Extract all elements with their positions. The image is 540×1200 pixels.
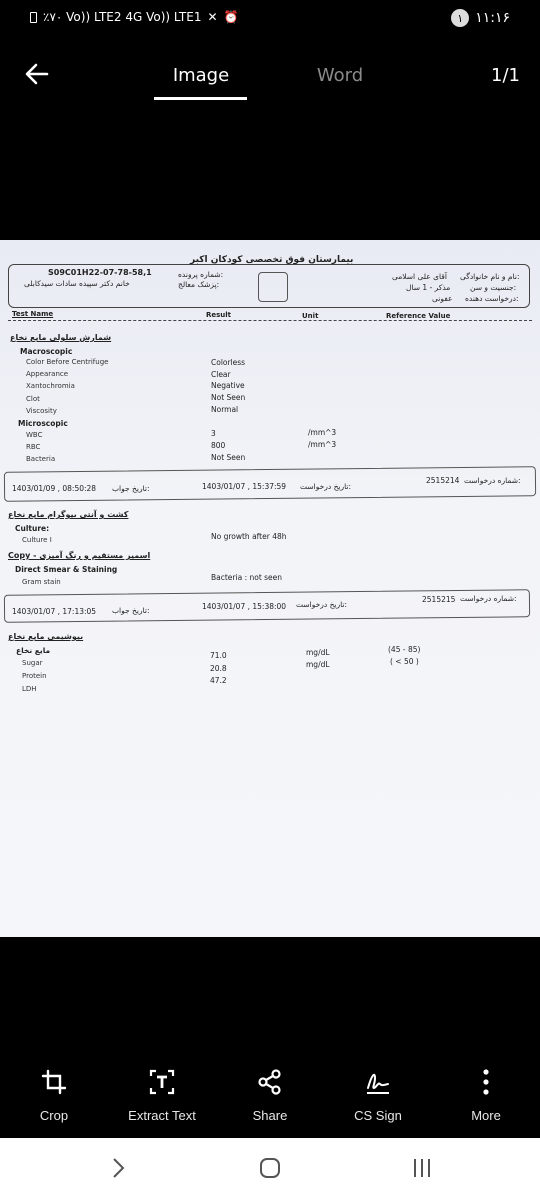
cs-sign-label: CS Sign: [354, 1108, 402, 1123]
row-result: Colorless: [211, 358, 246, 367]
row-name: Bacteria: [26, 455, 56, 463]
row-result: Negative: [211, 381, 245, 390]
row-result: Not Seen: [211, 393, 246, 402]
row-name: Sugar: [22, 659, 43, 667]
row-reference: ( < 50 ): [390, 657, 419, 666]
row-name: Xantochromia: [26, 382, 75, 390]
microscopic-heading: Microscopic: [18, 419, 68, 428]
patient-sex: مذکر - 1 سال: [406, 283, 451, 292]
section-biochemistry: بیوشیمی مایع نخاع: [8, 632, 84, 641]
request-label: تاریخ درخواست:: [296, 600, 348, 609]
request-number-label: شماره درخواست:: [460, 594, 517, 603]
home-icon: [258, 1156, 282, 1180]
answer-date: 1403/01/09 , 08:50:28: [12, 484, 97, 493]
status-right: [451, 9, 510, 27]
requester: عفونی: [432, 294, 453, 303]
back-button[interactable]: [22, 59, 52, 89]
status-bar: [0, 0, 540, 40]
row-unit: mg/dL: [306, 648, 330, 657]
arrow-left-icon: [22, 59, 52, 89]
alarm-icon: ⏰: [223, 10, 239, 24]
patient-id: S09C01H22-07-78-58,1: [48, 268, 152, 277]
csf-heading: مایع نخاع: [16, 646, 51, 655]
row-name: Color Before Centrifuge: [26, 358, 109, 366]
patient-name: آقای علی اسلامی: [392, 272, 447, 281]
request-number-label: شماره درخواست:: [464, 476, 521, 485]
col-unit: Unit: [302, 312, 319, 320]
row-result: 47.2: [210, 676, 227, 685]
row-result: Normal: [211, 405, 239, 414]
row-unit: mg/dL: [306, 660, 330, 669]
row-name: Viscosity: [26, 407, 57, 415]
share-label: Share: [252, 1108, 288, 1123]
section-cell-count: شمارش سلولی مایع نخاع: [10, 333, 112, 342]
row-result: 71.0: [210, 651, 227, 660]
section-culture: کشت و آنتی بیوگرام مایع نخاع: [8, 510, 129, 519]
section-smear: Copy - اسمیر مستقیم و رنگ آمیزی: [8, 551, 151, 560]
row-name: Protein: [22, 672, 47, 680]
doctor-name: خانم دکتر سپیده سادات سیدکابلی: [24, 279, 130, 288]
row-result: 3: [211, 429, 216, 438]
row-name: Gram stain: [22, 578, 61, 586]
share-icon: [256, 1068, 284, 1096]
answer-date: 1403/01/07 , 17:13:05: [12, 607, 97, 616]
signature-icon: [364, 1068, 392, 1096]
row-result: Clear: [211, 370, 231, 379]
row-name: WBC: [26, 431, 43, 439]
culture-heading: Culture:: [15, 524, 50, 533]
bottom-toolbar: [0, 1060, 540, 1138]
requester-label: درخواست دهنده:: [465, 294, 519, 303]
header-divider: [8, 320, 532, 321]
row-unit: /mm^3: [308, 440, 337, 449]
crop-button[interactable]: [4, 1060, 104, 1123]
more-label: More: [471, 1108, 501, 1123]
clock: ۱۱:۱۶: [475, 10, 510, 26]
file-label: شماره پرونده:: [178, 270, 224, 279]
notification-badge: ١: [451, 9, 469, 27]
macroscopic-heading: Macroscopic: [20, 347, 73, 356]
row-name: LDH: [22, 685, 37, 693]
hospital-name: بیمارستان فوق تخصصی کودکان اکبر: [190, 255, 354, 265]
battery-icon: [30, 12, 37, 23]
request-label: تاریخ درخواست:: [300, 482, 352, 491]
status-left: [30, 10, 238, 24]
row-unit: /mm^3: [308, 428, 337, 437]
system-nav-bar: [0, 1138, 540, 1200]
mute-icon: ✕: [207, 10, 218, 24]
row-name: Culture I: [22, 536, 52, 544]
row-result: No growth after 48h: [211, 532, 287, 541]
answer-label: تاریخ جواب:: [112, 606, 150, 615]
col-test-name: Test Name: [12, 310, 54, 318]
chevron-right-icon: [108, 1156, 128, 1180]
active-tab-indicator: [154, 97, 247, 100]
extract-text-button[interactable]: [112, 1060, 212, 1123]
row-result: 800: [211, 441, 226, 450]
row-result: Not Seen: [211, 453, 246, 462]
recents-icon: [410, 1156, 434, 1180]
row-result: 20.8: [210, 664, 227, 673]
col-reference: Reference Value: [386, 312, 451, 320]
smear-heading: Direct Smear & Staining: [15, 565, 118, 574]
scanned-document[interactable]: [0, 240, 540, 937]
crop-label: Crop: [39, 1108, 69, 1123]
tab-image[interactable]: Image: [172, 65, 230, 86]
more-button[interactable]: [436, 1060, 536, 1123]
row-result: Bacteria : not seen: [211, 573, 283, 582]
name-label: نام و نام خانوادگی:: [460, 272, 520, 281]
share-button[interactable]: [220, 1060, 320, 1123]
cs-sign-button[interactable]: [328, 1060, 428, 1123]
hospital-logo-icon: [258, 272, 288, 302]
doctor-label: پزشک معالج:: [178, 280, 220, 289]
nav-home-button[interactable]: [258, 1156, 282, 1184]
extract-text-icon: [148, 1068, 176, 1096]
row-name: RBC: [26, 443, 41, 451]
request-date: 1403/01/07 , 15:38:00: [202, 602, 287, 611]
row-reference: (45 - 85): [388, 645, 421, 654]
request-number: 2515214: [426, 476, 460, 485]
page-indicator: 1/1: [491, 65, 520, 86]
answer-label: تاریخ جواب:: [112, 484, 150, 493]
nav-recents-button[interactable]: [410, 1156, 434, 1184]
extract-text-label: Extract Text: [128, 1108, 196, 1123]
request-date: 1403/01/07 , 15:37:59: [202, 482, 287, 491]
crop-icon: [40, 1068, 68, 1096]
nav-back-button[interactable]: [108, 1156, 128, 1184]
sex-label: جنسیت و سن:: [470, 283, 517, 292]
tab-word[interactable]: Word: [316, 65, 364, 86]
status-left-text: ٪۷۰ Vo)) LTE2 4G Vo)) LTE1: [43, 10, 202, 24]
request-number: 2515215: [422, 595, 456, 604]
row-name: Clot: [26, 395, 40, 403]
more-vertical-icon: [472, 1068, 500, 1096]
row-name: Appearance: [26, 370, 69, 378]
col-result: Result: [206, 311, 232, 319]
top-bar: [0, 55, 540, 105]
